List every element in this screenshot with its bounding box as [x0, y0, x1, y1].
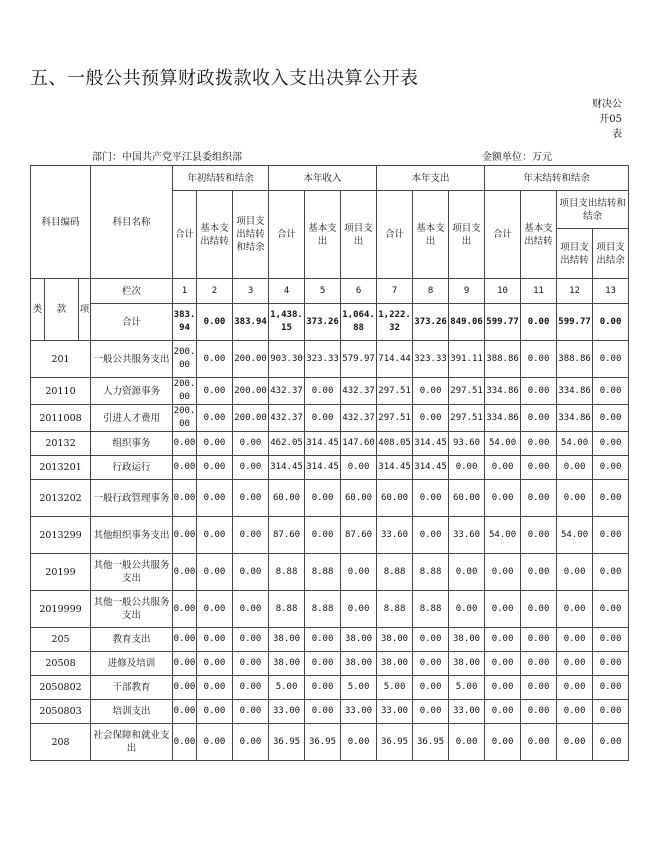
header-name: 科目名称	[91, 166, 173, 279]
row-value: 0.00	[593, 378, 629, 405]
row-value: 38.00	[269, 652, 305, 676]
row-value: 8.88	[305, 591, 341, 628]
row-value: 0.00	[413, 405, 449, 432]
row-code: 2019999	[31, 591, 91, 628]
header-sub: 项目支出	[341, 191, 377, 279]
row-value: 5.00	[377, 676, 413, 700]
total-value: 1,222.32	[377, 304, 413, 341]
form-number-line: 财决公	[592, 99, 622, 110]
row-value: 0.00	[593, 628, 629, 652]
row-value: 38.00	[377, 652, 413, 676]
row-value: 0.00	[173, 517, 197, 554]
row-code: 20110	[31, 378, 91, 405]
lanci-label: 栏次	[91, 279, 173, 304]
total-value: 373.26	[305, 304, 341, 341]
header-sub: 合计	[173, 191, 197, 279]
row-value: 8.88	[269, 591, 305, 628]
row-name: 组织事务	[91, 432, 173, 456]
row-value: 0.00	[521, 517, 557, 554]
row-value: 38.00	[377, 628, 413, 652]
total-value: 373.26	[413, 304, 449, 341]
row-value: 0.00	[593, 480, 629, 517]
column-number: 6	[341, 279, 377, 304]
row-value: 38.00	[269, 628, 305, 652]
table-row	[31, 700, 629, 724]
header-sub: 项目支出结转和结余	[233, 191, 269, 279]
row-value: 0.00	[521, 456, 557, 480]
row-value: 0.00	[341, 724, 377, 761]
row-value: 0.00	[233, 591, 269, 628]
row-name: 干部教育	[91, 676, 173, 700]
row-value: 0.00	[233, 676, 269, 700]
row-value: 0.00	[197, 652, 233, 676]
row-value: 0.00	[197, 405, 233, 432]
row-value: 0.00	[305, 517, 341, 554]
row-value: 5.00	[269, 676, 305, 700]
row-value: 0.00	[173, 554, 197, 591]
row-value: 0.00	[233, 456, 269, 480]
row-value: 0.00	[557, 628, 593, 652]
row-name: 引进人才费用	[91, 405, 173, 432]
row-value: 0.00	[197, 676, 233, 700]
table-row	[31, 405, 629, 432]
row-value: 0.00	[593, 724, 629, 761]
row-value: 38.00	[449, 652, 485, 676]
row-value: 36.95	[377, 724, 413, 761]
total-value: 849.06	[449, 304, 485, 341]
row-name: 社会保障和就业支出	[91, 724, 173, 761]
row-value: 60.00	[377, 480, 413, 517]
row-code: 20132	[31, 432, 91, 456]
row-value: 0.00	[197, 724, 233, 761]
row-value: 0.00	[197, 378, 233, 405]
table-row	[31, 652, 629, 676]
row-value: 0.00	[197, 480, 233, 517]
row-value: 314.45	[305, 456, 341, 480]
row-value: 0.00	[593, 456, 629, 480]
row-value: 0.00	[485, 676, 521, 700]
header-lei: 类	[31, 279, 45, 341]
row-value: 0.00	[557, 652, 593, 676]
total-value: 599.77	[557, 304, 593, 341]
row-value: 0.00	[305, 378, 341, 405]
table-row	[31, 591, 629, 628]
row-value: 0.00	[557, 700, 593, 724]
row-value: 54.00	[485, 432, 521, 456]
row-name: 其他一般公共服务支出	[91, 591, 173, 628]
table-row	[31, 341, 629, 378]
row-value: 200.00	[173, 341, 197, 378]
row-value: 0.00	[233, 700, 269, 724]
row-value: 147.60	[341, 432, 377, 456]
row-value: 0.00	[485, 554, 521, 591]
row-name: 教育支出	[91, 628, 173, 652]
row-code: 2013202	[31, 480, 91, 517]
row-value: 432.37	[269, 378, 305, 405]
row-value: 0.00	[593, 554, 629, 591]
row-value: 0.00	[449, 554, 485, 591]
column-number: 2	[197, 279, 233, 304]
row-value: 314.45	[305, 432, 341, 456]
row-value: 0.00	[593, 405, 629, 432]
row-value: 0.00	[593, 432, 629, 456]
budget-table	[30, 165, 629, 761]
row-value: 36.95	[413, 724, 449, 761]
row-value: 0.00	[197, 591, 233, 628]
row-name: 其他一般公共服务支出	[91, 554, 173, 591]
row-value: 714.44	[377, 341, 413, 378]
header-kuan: 款	[45, 279, 79, 341]
row-value: 0.00	[305, 652, 341, 676]
row-value: 0.00	[593, 676, 629, 700]
row-value: 200.00	[233, 341, 269, 378]
row-value: 0.00	[557, 724, 593, 761]
header-group: 年初结转和结余	[173, 166, 269, 191]
header-group: 本年收入	[269, 166, 377, 191]
row-value: 314.45	[413, 432, 449, 456]
row-value: 0.00	[449, 724, 485, 761]
row-value: 0.00	[197, 700, 233, 724]
row-value: 0.00	[485, 591, 521, 628]
row-value: 0.00	[173, 591, 197, 628]
row-value: 0.00	[197, 432, 233, 456]
table-row	[31, 724, 629, 761]
row-value: 388.86	[485, 341, 521, 378]
column-number: 12	[557, 279, 593, 304]
row-code: 20199	[31, 554, 91, 591]
row-value: 0.00	[485, 628, 521, 652]
column-number: 3	[233, 279, 269, 304]
row-name: 进修及培训	[91, 652, 173, 676]
row-value: 87.60	[269, 517, 305, 554]
header-subsub: 项目支出结余	[593, 229, 629, 279]
row-code: 20508	[31, 652, 91, 676]
row-code: 2011008	[31, 405, 91, 432]
row-value: 323.33	[413, 341, 449, 378]
row-value: 408.05	[377, 432, 413, 456]
row-value: 54.00	[557, 432, 593, 456]
total-row	[31, 304, 629, 341]
total-label: 合计	[91, 304, 173, 341]
row-value: 314.45	[377, 456, 413, 480]
row-value: 0.00	[173, 432, 197, 456]
row-value: 0.00	[197, 517, 233, 554]
header-sub: 合计	[269, 191, 305, 279]
row-value: 0.00	[521, 554, 557, 591]
row-value: 54.00	[557, 517, 593, 554]
row-value: 323.33	[305, 341, 341, 378]
row-value: 297.51	[449, 405, 485, 432]
row-value: 334.86	[485, 378, 521, 405]
row-value: 0.00	[593, 591, 629, 628]
total-value: 0.00	[521, 304, 557, 341]
row-value: 0.00	[233, 554, 269, 591]
row-value: 0.00	[521, 724, 557, 761]
row-value: 0.00	[197, 456, 233, 480]
row-value: 432.37	[341, 378, 377, 405]
row-value: 200.00	[233, 378, 269, 405]
row-value: 0.00	[305, 480, 341, 517]
row-value: 8.88	[413, 591, 449, 628]
row-value: 0.00	[557, 676, 593, 700]
total-value: 599.77	[485, 304, 521, 341]
row-value: 0.00	[413, 378, 449, 405]
column-number: 10	[485, 279, 521, 304]
page-title: 五、一般公共预算财政拨款收入支出决算公开表	[30, 68, 419, 89]
row-value: 334.86	[557, 378, 593, 405]
header-sub: 基本支出	[413, 191, 449, 279]
table-row	[31, 432, 629, 456]
column-number: 5	[305, 279, 341, 304]
row-value: 0.00	[593, 517, 629, 554]
row-value: 93.60	[449, 432, 485, 456]
row-value: 8.88	[269, 554, 305, 591]
row-value: 0.00	[593, 700, 629, 724]
header-sub: 基本支出结转	[197, 191, 233, 279]
row-value: 0.00	[305, 700, 341, 724]
row-name: 一般行政管理事务	[91, 480, 173, 517]
column-number: 7	[377, 279, 413, 304]
row-value: 0.00	[173, 456, 197, 480]
row-value: 334.86	[557, 405, 593, 432]
row-value: 5.00	[449, 676, 485, 700]
row-value: 33.00	[377, 700, 413, 724]
row-value: 0.00	[413, 628, 449, 652]
row-value: 297.51	[377, 378, 413, 405]
row-code: 2013201	[31, 456, 91, 480]
row-value: 0.00	[305, 405, 341, 432]
row-value: 38.00	[341, 652, 377, 676]
row-value: 0.00	[521, 405, 557, 432]
total-value: 1,438.15	[269, 304, 305, 341]
row-value: 0.00	[341, 554, 377, 591]
column-number: 11	[521, 279, 557, 304]
row-code: 2050803	[31, 700, 91, 724]
row-name: 一般公共服务支出	[91, 341, 173, 378]
row-value: 36.95	[305, 724, 341, 761]
table-row	[31, 480, 629, 517]
header-sub: 合计	[377, 191, 413, 279]
row-code: 2050802	[31, 676, 91, 700]
row-value: 8.88	[377, 591, 413, 628]
column-number: 9	[449, 279, 485, 304]
total-value: 1,064.88	[341, 304, 377, 341]
row-value: 38.00	[449, 628, 485, 652]
row-value: 0.00	[233, 432, 269, 456]
row-value: 8.88	[377, 554, 413, 591]
row-value: 0.00	[521, 628, 557, 652]
row-value: 334.86	[485, 405, 521, 432]
row-value: 0.00	[557, 456, 593, 480]
form-number-line: 表	[612, 129, 622, 140]
row-value: 33.60	[377, 517, 413, 554]
row-code: 201	[31, 341, 91, 378]
row-value: 0.00	[173, 480, 197, 517]
table-row	[31, 456, 629, 480]
row-value: 33.60	[449, 517, 485, 554]
row-value: 0.00	[173, 724, 197, 761]
table-row	[31, 517, 629, 554]
row-value: 0.00	[557, 554, 593, 591]
row-code: 2013299	[31, 517, 91, 554]
row-value: 432.37	[269, 405, 305, 432]
row-value: 60.00	[449, 480, 485, 517]
row-value: 60.00	[269, 480, 305, 517]
row-value: 0.00	[521, 700, 557, 724]
unit-label: 金额单位：万元	[482, 152, 552, 163]
row-value: 200.00	[233, 405, 269, 432]
row-value: 38.00	[341, 628, 377, 652]
row-value: 0.00	[485, 456, 521, 480]
table-row	[31, 676, 629, 700]
row-value: 391.11	[449, 341, 485, 378]
row-value: 579.97	[341, 341, 377, 378]
row-value: 36.95	[269, 724, 305, 761]
row-value: 0.00	[521, 378, 557, 405]
total-value: 0.00	[197, 304, 233, 341]
row-value: 0.00	[233, 480, 269, 517]
row-value: 0.00	[173, 676, 197, 700]
row-value: 0.00	[485, 724, 521, 761]
row-value: 0.00	[197, 341, 233, 378]
row-value: 60.00	[341, 480, 377, 517]
row-value: 33.00	[449, 700, 485, 724]
row-value: 0.00	[485, 700, 521, 724]
row-value: 297.51	[377, 405, 413, 432]
row-value: 314.45	[269, 456, 305, 480]
row-name: 人力资源事务	[91, 378, 173, 405]
row-value: 0.00	[521, 652, 557, 676]
row-value: 0.00	[413, 652, 449, 676]
row-value: 33.00	[269, 700, 305, 724]
row-value: 388.86	[557, 341, 593, 378]
header-sub: 基本支出结转	[521, 191, 557, 279]
row-name: 其他组织事务支出	[91, 517, 173, 554]
total-value: 0.00	[593, 304, 629, 341]
column-number: 13	[593, 279, 629, 304]
row-value: 0.00	[197, 554, 233, 591]
row-value: 0.00	[305, 628, 341, 652]
row-value: 8.88	[305, 554, 341, 591]
row-value: 0.00	[449, 591, 485, 628]
row-value: 432.37	[341, 405, 377, 432]
row-value: 0.00	[521, 341, 557, 378]
column-number: 1	[173, 279, 197, 304]
row-code: 205	[31, 628, 91, 652]
row-value: 0.00	[341, 456, 377, 480]
header-sub: 项目支出结转和结余	[557, 191, 629, 229]
row-value: 0.00	[233, 724, 269, 761]
table-row	[31, 378, 629, 405]
column-number: 8	[413, 279, 449, 304]
row-value: 0.00	[521, 676, 557, 700]
header-sub: 基本支出	[305, 191, 341, 279]
row-value: 314.45	[413, 456, 449, 480]
header-code: 科目编码	[31, 166, 91, 279]
row-value: 297.51	[449, 378, 485, 405]
total-value: 383.94	[233, 304, 269, 341]
row-value: 0.00	[485, 480, 521, 517]
column-number: 4	[269, 279, 305, 304]
row-value: 0.00	[233, 652, 269, 676]
row-value: 8.88	[413, 554, 449, 591]
row-value: 0.00	[305, 676, 341, 700]
row-value: 0.00	[173, 652, 197, 676]
row-value: 0.00	[449, 456, 485, 480]
row-value: 0.00	[593, 341, 629, 378]
row-value: 0.00	[521, 432, 557, 456]
row-value: 5.00	[341, 676, 377, 700]
row-name: 培训支出	[91, 700, 173, 724]
header-xiang: 项	[79, 279, 91, 341]
row-value: 0.00	[521, 591, 557, 628]
row-name: 行政运行	[91, 456, 173, 480]
row-value: 0.00	[233, 517, 269, 554]
row-value: 462.05	[269, 432, 305, 456]
row-value: 0.00	[557, 480, 593, 517]
table-row	[31, 628, 629, 652]
header-sub: 项目支出	[449, 191, 485, 279]
row-value: 0.00	[233, 628, 269, 652]
header-sub: 合计	[485, 191, 521, 279]
department-label: 部门：中国共产党平江县委组织部	[92, 152, 242, 163]
header-subsub: 项目支出结转	[557, 229, 593, 279]
header-group: 本年支出	[377, 166, 485, 191]
row-value: 0.00	[413, 700, 449, 724]
row-value: 0.00	[197, 628, 233, 652]
table-row	[31, 554, 629, 591]
row-value: 903.30	[269, 341, 305, 378]
row-value: 54.00	[485, 517, 521, 554]
row-value: 0.00	[173, 700, 197, 724]
form-number-line: 开05	[599, 114, 622, 125]
row-value: 0.00	[413, 480, 449, 517]
row-value: 0.00	[521, 480, 557, 517]
header-group: 年末结转和结余	[485, 166, 629, 191]
row-value: 0.00	[557, 591, 593, 628]
form-number	[592, 97, 622, 142]
row-value: 0.00	[485, 652, 521, 676]
row-code: 208	[31, 724, 91, 761]
row-value: 87.60	[341, 517, 377, 554]
total-value: 383.94	[173, 304, 197, 341]
row-value: 0.00	[413, 517, 449, 554]
row-value: 33.00	[341, 700, 377, 724]
row-value: 0.00	[341, 591, 377, 628]
row-value: 200.00	[173, 405, 197, 432]
row-value: 0.00	[593, 652, 629, 676]
row-value: 200.00	[173, 378, 197, 405]
row-value: 0.00	[413, 676, 449, 700]
row-value: 0.00	[173, 628, 197, 652]
